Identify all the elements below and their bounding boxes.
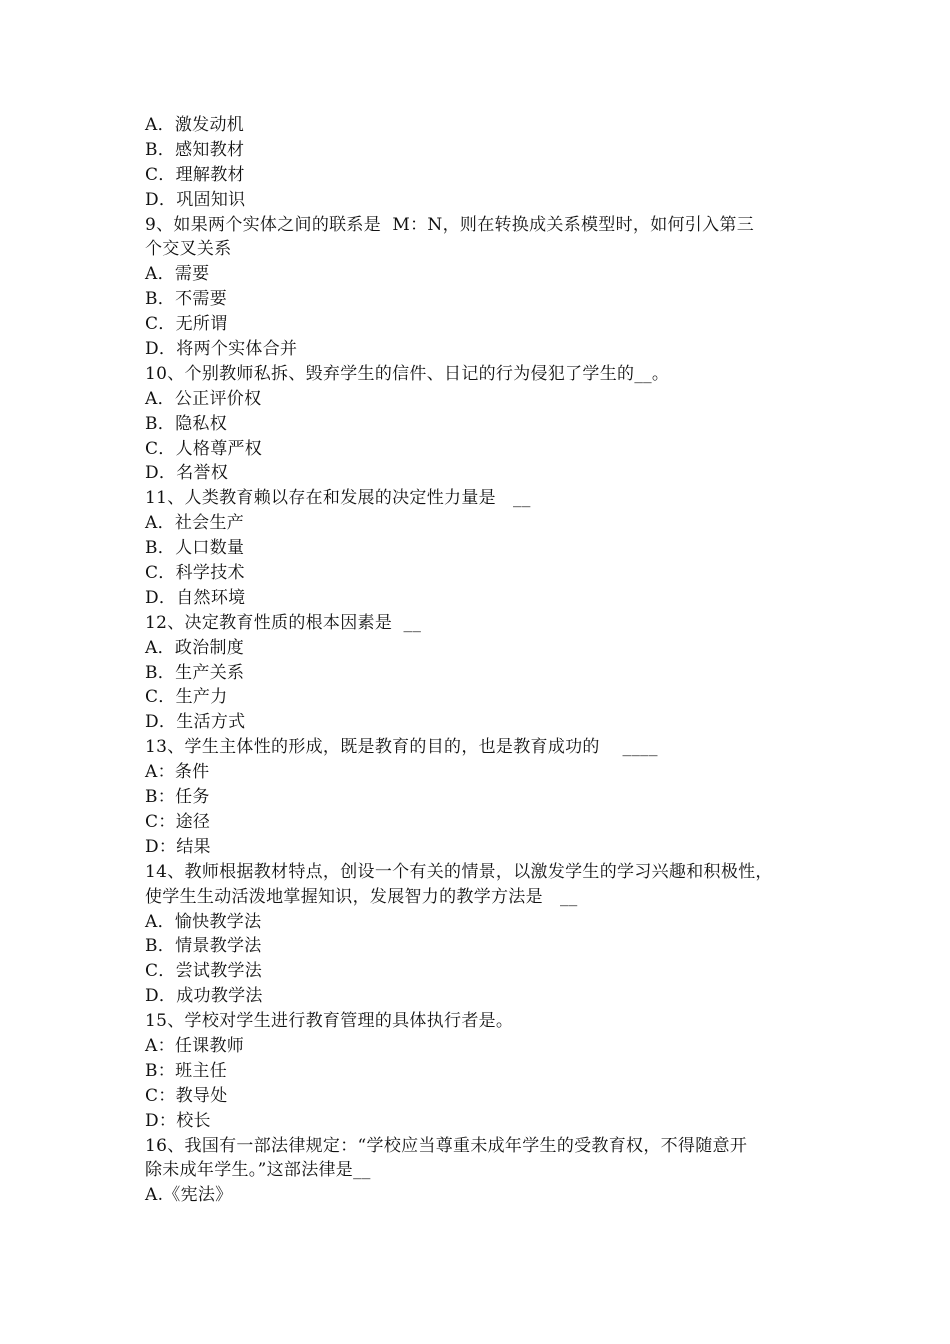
text-line: B．人口数量 (145, 538, 245, 559)
text-line: D：结果 (145, 836, 211, 857)
text-line: C：途径 (145, 811, 211, 832)
text-line: A．激发动机 (145, 115, 245, 135)
text-line: D．将两个实体合并 (145, 339, 298, 360)
text-line: 个交叉关系 (145, 239, 232, 260)
text-line: C．科学技术 (145, 563, 245, 584)
text-line: 13、学生主体性的形成，既是教育的目的，也是教育成功的 ____ (145, 737, 658, 758)
text-line: B．情景教学法 (145, 936, 262, 957)
text-line: C．人格尊严权 (145, 438, 263, 459)
text-line: D：校长 (145, 1110, 211, 1131)
text-line: 15、学校对学生进行教育管理的具体执行者是。 (145, 1011, 514, 1032)
text-line: 16、我国有一部法律规定：“学校应当尊重未成年学生的受教育权，不得随意开 (145, 1135, 748, 1156)
text-line: A．愉快教学法 (145, 911, 262, 932)
text-line: B．不需要 (145, 289, 227, 310)
text-line: C．无所谓 (145, 314, 228, 335)
text-line: D．生活方式 (145, 712, 246, 733)
text-line: A．公正评价权 (145, 388, 262, 409)
text-line: B．隐私权 (145, 413, 227, 434)
text-line: B：任务 (145, 787, 210, 808)
text-line: D．巩固知识 (145, 189, 246, 210)
text-line: A．政治制度 (145, 637, 245, 658)
text-line: C：教导处 (145, 1085, 228, 1106)
text-line: B：班主任 (145, 1060, 227, 1081)
text-line: 使学生生动活泼地掌握知识，发展智力的教学方法是 __ (145, 886, 578, 907)
text-line: B．生产关系 (145, 662, 245, 683)
text-line: 除未成年学生。”这部法律是__ (145, 1160, 371, 1181)
text-line: 10、个别教师私拆、毁弃学生的信件、日记的行为侵犯了学生的__。 (145, 363, 670, 384)
document-page (145, 113, 815, 1208)
text-line: C．生产力 (145, 687, 228, 708)
text-line: A：条件 (145, 762, 210, 783)
text-line: 11、人类教育赖以存在和发展的决定性力量是 __ (145, 488, 531, 509)
text-line: A：任课教师 (145, 1035, 245, 1056)
text-line: 14、教师根据教材特点，创设一个有关的情景，以激发学生的学习兴趣和积极性， (145, 861, 773, 882)
text-line: 9、如果两个实体之间的联系是 M：N，则在转换成关系模型时，如何引入第三 (145, 214, 755, 235)
text-line: A．需要 (145, 264, 210, 285)
text-line: A.《宪法》 (145, 1185, 233, 1206)
text-line: C．理解教材 (145, 164, 245, 185)
text-line: D．自然环境 (145, 587, 246, 608)
text-line: A．社会生产 (145, 513, 245, 534)
text-line: D．名誉权 (145, 463, 229, 484)
text-line: C．尝试教学法 (145, 961, 263, 982)
text-line: B．感知教材 (145, 139, 245, 160)
text-line: D．成功教学法 (145, 986, 263, 1007)
text-line: 12、决定教育性质的根本因素是 __ (145, 612, 422, 633)
